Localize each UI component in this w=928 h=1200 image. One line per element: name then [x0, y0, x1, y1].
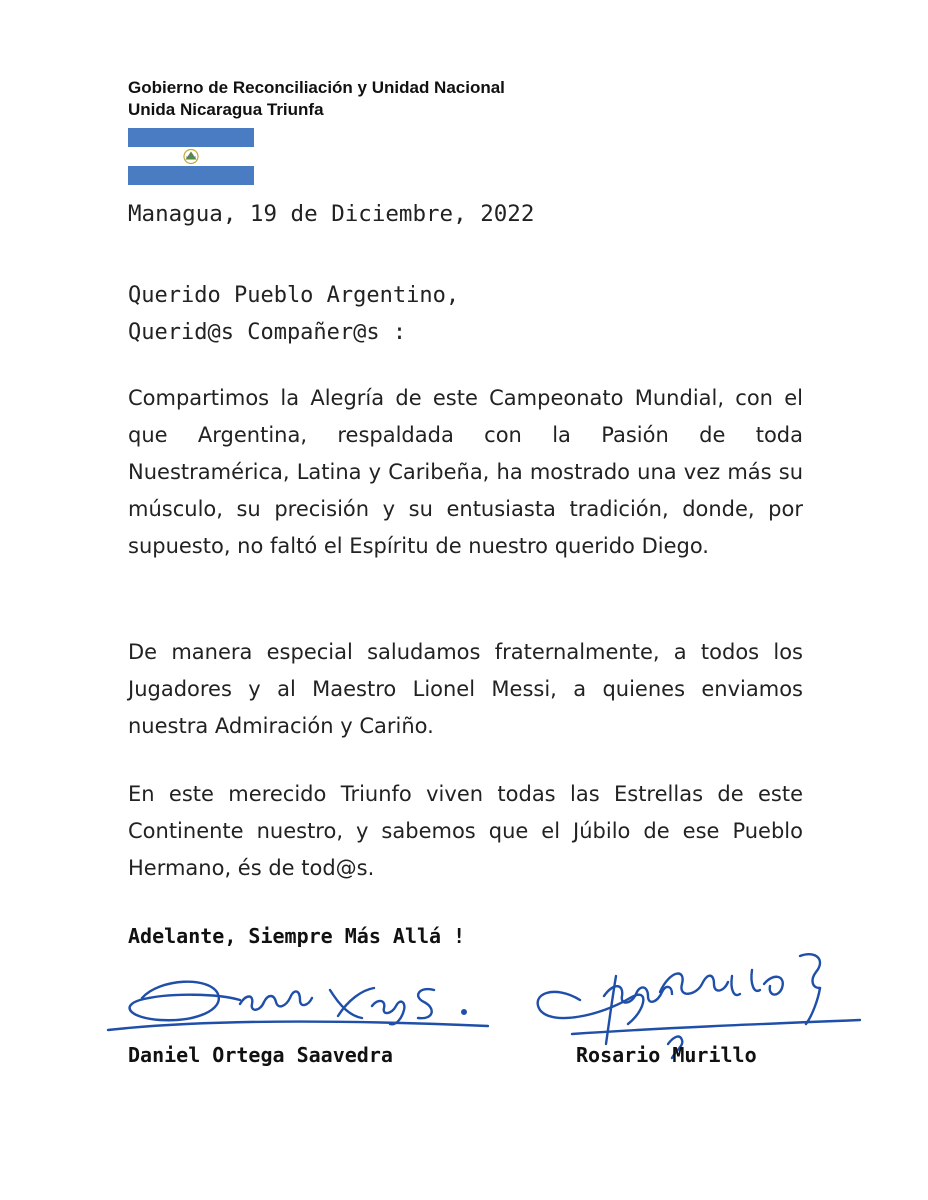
salutation-line-1: Querido Pueblo Argentino, [128, 283, 460, 308]
letterhead-government-name: Gobierno de Reconciliación y Unidad Nacional [128, 78, 505, 97]
closing-phrase: Adelante, Siempre Más Allá ! [128, 924, 466, 948]
flag-bottom-stripe [128, 166, 254, 185]
signer-name-2: Rosario Murillo [576, 1043, 757, 1067]
nicaragua-flag-icon [128, 128, 254, 185]
body-paragraph-1: Compartimos la Alegría de este Campeonato Mundial, con el que Argentina, respaldada con la Pasión de toda Nuestramérica, Latina y Caribeña, ha mostrado una vez más su músculo, su precisión y su entusiasta tradición, donde, por supuesto, no faltó el Espíritu de nuestro querido Diego. [128, 386, 803, 558]
salutation-line-2: Querid@s Compañer@s : [128, 320, 407, 345]
signature-ortega-handwritten [100, 960, 500, 1040]
body-paragraph-3: En este merecido Triunfo viven todas las Estrellas de este Continente nuestro, y sabemos que el Júbilo de ese Pueblo Hermano, és de tod@s. [128, 782, 803, 880]
signer-name-1: Daniel Ortega Saavedra [128, 1043, 393, 1067]
letterhead-slogan: Unida Nicaragua Triunfa [128, 100, 324, 119]
body-paragraph-2: De manera especial saludamos fraternalmente, a todos los Jugadores y al Maestro Lionel Messi, a quienes enviamos nuestra Admiración y Cariño. [128, 640, 803, 738]
letter-date: Managua, 19 de Diciembre, 2022 [128, 201, 535, 227]
flag-top-stripe [128, 128, 254, 147]
